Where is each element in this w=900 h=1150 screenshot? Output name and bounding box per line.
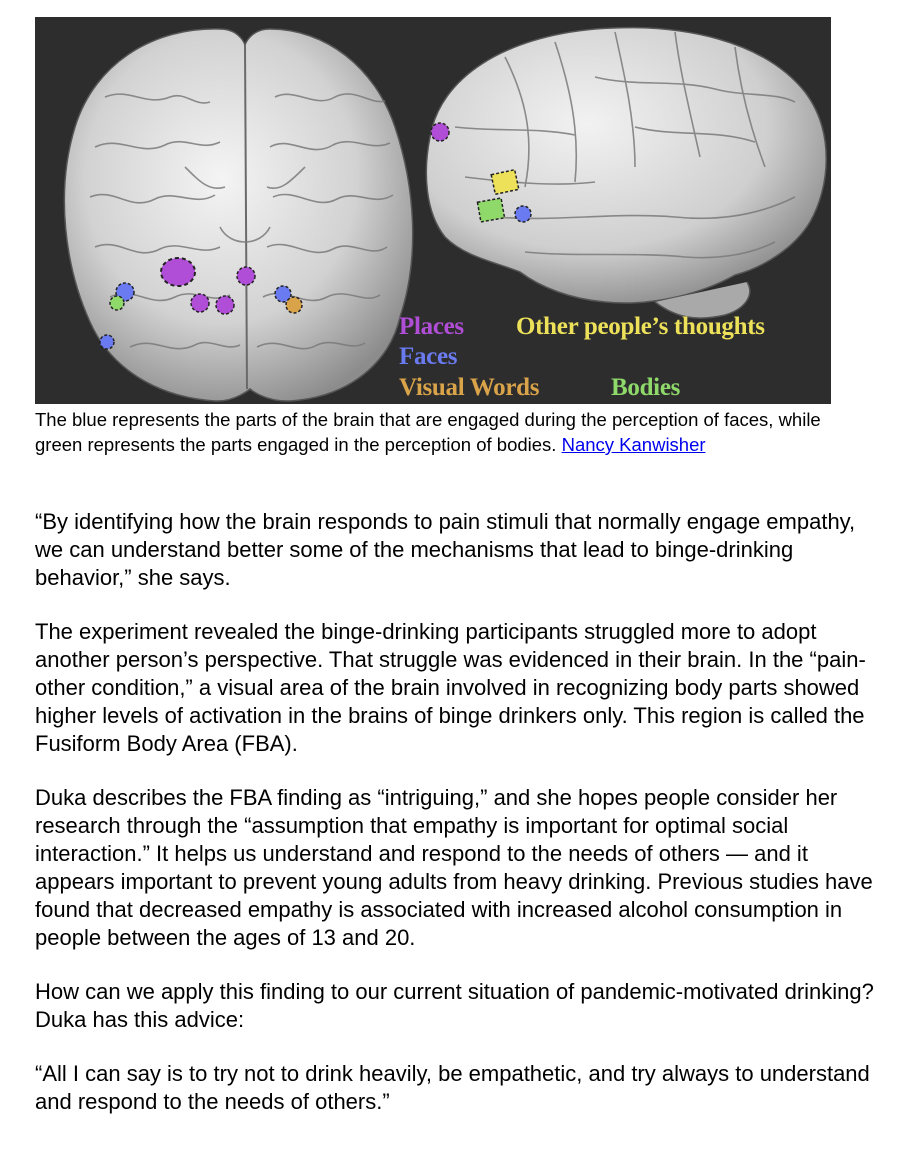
figure-caption — [35, 407, 865, 457]
article-paragraph-2: The experiment revealed the binge-drinking participants struggled more to adopt another person’s perspective. That struggle was evidenced in their brain. In the “pain-other condition,” a visual area of the brain involved in recognizing body parts showed higher levels of activation in the brains of binge drinkers only. This region is called the Fusiform Body Area (FBA). — [35, 619, 866, 756]
ventral-brain-view — [64, 29, 412, 401]
legend-other-thoughts: Other people’s thoughts — [516, 313, 765, 340]
article-paragraph-1: “By identifying how the brain responds to pain stimuli that normally engage empathy, we can understand better some of the mechanisms that lead to binge-drinking behavior,” she says. — [35, 509, 856, 590]
caption-text: The blue represents the parts of the brain that are engaged during the perception of faces, while green represents the parts engaged in the perception of bodies. — [35, 409, 821, 455]
legend-places: Places — [399, 313, 464, 340]
article-paragraph-5: “All I can say is to try not to drink heavily, be empathetic, and try always to understand and respond to the needs of others.” — [35, 1061, 870, 1114]
article-paragraph-4: How can we apply this finding to our current situation of pandemic-motivated drinking? Duka has this advice: — [35, 979, 874, 1032]
brain-figure — [35, 17, 831, 404]
legend-faces: Faces — [399, 343, 458, 370]
lateral-brain-view — [426, 28, 826, 318]
caption-credit-link[interactable]: Nancy Kanwisher — [561, 434, 706, 455]
article-paragraph-3: Duka describes the FBA finding as “intriguing,” and she hopes people consider her research through the “assumption that empathy is important for optimal social interaction.” It helps us understand and respond to the needs of others — and it appears important to prevent young adults from heavy drinking. Previous studies have found that decreased empathy is associated with increased alcohol consumption in people between the ages of 13 and 20. — [35, 785, 873, 950]
legend-bodies: Bodies — [611, 374, 681, 401]
legend-visual-words: Visual Words — [399, 374, 540, 401]
